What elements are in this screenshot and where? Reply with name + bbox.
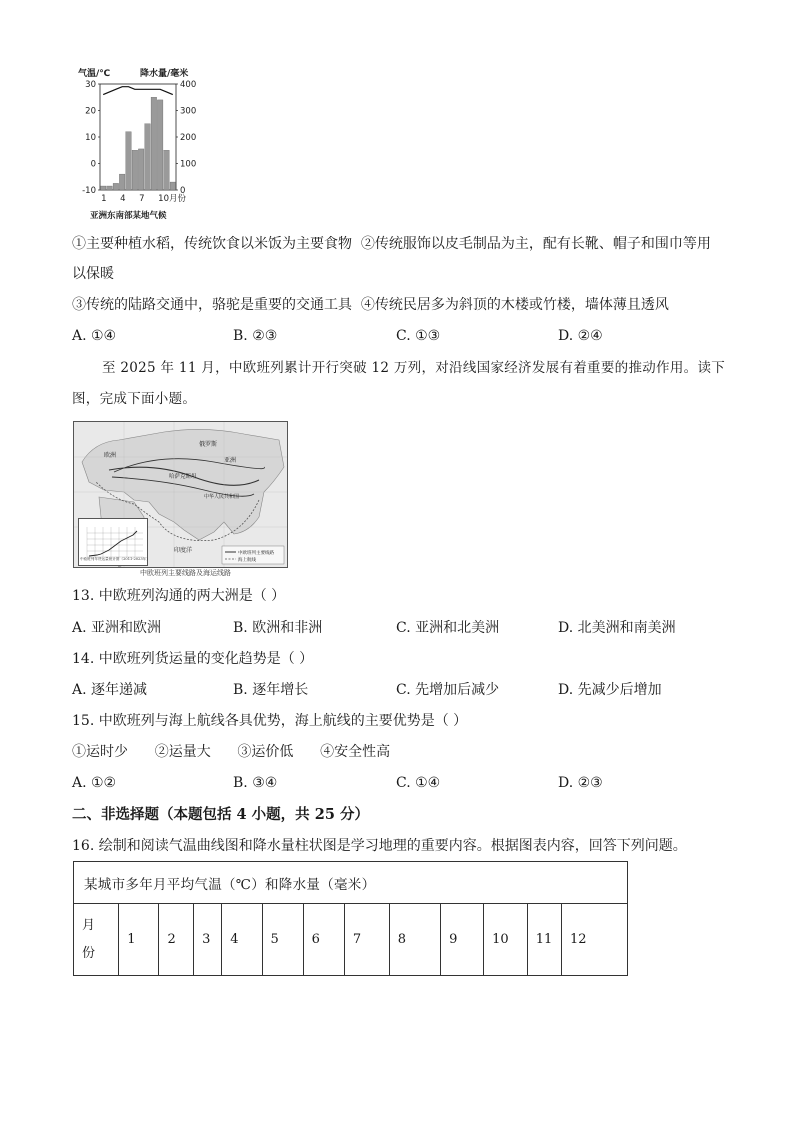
q16-row-header-1: 月 [82, 917, 96, 933]
q12-statement-2: ②传统服饰以皮毛制品为主，配有长靴、帽子和围巾等用 [360, 236, 711, 252]
q16-row-header [74, 904, 119, 976]
q12-option-b[interactable]: B. ②③ [233, 328, 278, 344]
inset-freight-trend [89, 531, 137, 556]
right-tick-label: 200 [180, 133, 197, 143]
map-label-china: 中华人民共和国 [204, 494, 240, 500]
left-axis-label: 气温/℃ [78, 69, 111, 79]
q15-option-c[interactable]: C. ①④ [396, 775, 441, 791]
q16-month-cell-4: 4 [222, 904, 262, 976]
precip-bar [126, 132, 132, 190]
q12-option-d[interactable]: D. ②④ [558, 328, 603, 344]
q16-row-header-2: 份 [82, 945, 96, 961]
q16-month-cell-7: 7 [344, 904, 389, 976]
precip-bar [119, 174, 125, 190]
q14-option-c[interactable]: C. 先增加后减少 [396, 682, 500, 698]
q13-option-b[interactable]: B. 欧洲和非洲 [233, 620, 323, 636]
right-tick-label: 300 [180, 106, 197, 117]
right-tick-label: 100 [180, 159, 197, 170]
chart-caption: 亚洲东南部某地气候 [90, 211, 167, 221]
q12-statement-1-and-2 [72, 234, 711, 254]
q15-option-b[interactable]: B. ③④ [233, 775, 278, 791]
precip-bar [151, 97, 157, 190]
q12-statement-3-and-4 [72, 295, 669, 315]
q15-option-d[interactable]: D. ②③ [558, 775, 603, 791]
q14-option-a[interactable]: A. 逐年递减 [72, 682, 148, 698]
q16-month-cell-5: 5 [262, 904, 303, 976]
q14-option-b[interactable]: B. 逐年增长 [233, 682, 309, 698]
q12-statement-3: ③传统的陆路交通中，骆驼是重要的交通工具 [72, 297, 352, 313]
q16-month-cell-2: 2 [159, 904, 194, 976]
left-tick-label: 30 [85, 80, 96, 90]
q16-month-cell-8: 8 [389, 904, 440, 976]
q15-option-a[interactable]: A. ①② [72, 775, 117, 791]
map-legend-rail: 中欧班列主要线路 [238, 551, 274, 556]
q12-option-a[interactable]: A. ①④ [72, 328, 117, 344]
inset-chart-title: 中欧班列年货运量统计图（2011-2023年） [80, 557, 150, 561]
q16-month-cell-1: 1 [119, 904, 159, 976]
q16-month-cell-6: 6 [303, 904, 344, 976]
precip-bar [113, 183, 119, 190]
q16-table-title [74, 862, 628, 904]
q12-statement-4: ④传统民居多为斜顶的木楼或竹楼，墙体薄且透风 [360, 297, 669, 313]
left-tick-label: -10 [82, 186, 96, 196]
q14-stem: 14. 中欧班列货运量的变化趋势是（ ） [72, 651, 314, 667]
q16-data-table [73, 861, 628, 976]
right-tick-label: 0 [180, 186, 186, 196]
precip-bar [157, 100, 163, 190]
q16-month-cell-3: 3 [194, 904, 222, 976]
q16-month-cell-12: 12 [562, 904, 628, 976]
left-tick-label: 0 [90, 159, 96, 170]
q13-option-d[interactable]: D. 北美洲和南美洲 [558, 620, 676, 636]
q12-statement-1: ①主要种植水稻，传统饮食以米饭为主要食物 [72, 236, 352, 252]
right-axis-label: 降水量/毫米 [140, 69, 189, 79]
x-tick-label: 4 [120, 194, 126, 204]
precip-bar [164, 150, 170, 190]
q16-month-cell-11: 11 [527, 904, 561, 976]
map-caption: 中欧班列主要线路及海运线路 [140, 569, 231, 577]
q15-stem: 15. 中欧班列与海上航线各具优势，海上航线的主要优势是（ ） [72, 713, 468, 729]
climate-chart-svg [70, 62, 210, 222]
temperature-line [103, 87, 173, 95]
q16-stem: 16. 绘制和阅读气温曲线图和降水量柱状图是学习地理的重要内容。根据图表内容，回答下列问题。 [72, 838, 687, 854]
q16-month-row [74, 904, 628, 976]
q12-option-c[interactable]: C. ①③ [396, 328, 441, 344]
intro-line-2: 图，完成下面小题。 [72, 391, 197, 407]
precip-bar [132, 150, 138, 190]
q16-month-cell-9: 9 [441, 904, 484, 976]
precip-bar [145, 124, 151, 190]
q16-month-cell-10: 10 [484, 904, 528, 976]
q13-stem: 13. 中欧班列沟通的两大洲是（ ） [72, 588, 286, 604]
q16-table-title-text: 某城市多年月平均气温（℃）和降水量（毫米） [84, 876, 376, 893]
intro-line-1: 至 2025 年 11 月，中欧班列累计开行突破 12 万列，对沿线国家经济发展有着重要的推动作用。读下 [102, 360, 726, 376]
q14-option-d[interactable]: D. 先减少后增加 [558, 682, 662, 698]
map-label-indian-ocean: 印度洋 [174, 547, 193, 554]
precip-bar [100, 186, 106, 190]
q15-items: ①运时少 ②运量大 ③运价低 ④安全性高 [72, 744, 391, 760]
x-tick-label: 10月份 [158, 194, 186, 204]
precip-bar [138, 149, 144, 190]
chart-plot [82, 80, 196, 204]
right-tick-label: 400 [180, 80, 197, 90]
q13-option-c[interactable]: C. 亚洲和北美洲 [396, 620, 500, 636]
map-label-asia: 亚洲 [224, 457, 237, 464]
climate-chart [70, 62, 210, 222]
section-2-title: 二、非选择题（本题包括 4 小题，共 25 分） [72, 806, 369, 823]
left-tick-label: 10 [85, 133, 96, 143]
map-label-europe: 欧洲 [104, 452, 117, 459]
x-tick-label: 1 [101, 194, 107, 204]
precip-bar [107, 186, 113, 190]
q13-option-a[interactable]: A. 亚洲和欧洲 [72, 620, 162, 636]
precip-bar [170, 182, 176, 190]
q16-table-title-row [74, 862, 628, 904]
inset-freight-chart [78, 518, 148, 566]
x-tick-label: 7 [139, 194, 145, 204]
map-label-russia: 俄罗斯 [199, 441, 218, 448]
route-map [73, 421, 288, 568]
map-legend-sea: 海上航线 [238, 558, 256, 563]
map-label-kazakhstan: 哈萨克斯坦 [169, 474, 197, 480]
left-tick-label: 20 [85, 106, 96, 117]
q12-statement-2-cont: 以保暖 [72, 266, 114, 282]
